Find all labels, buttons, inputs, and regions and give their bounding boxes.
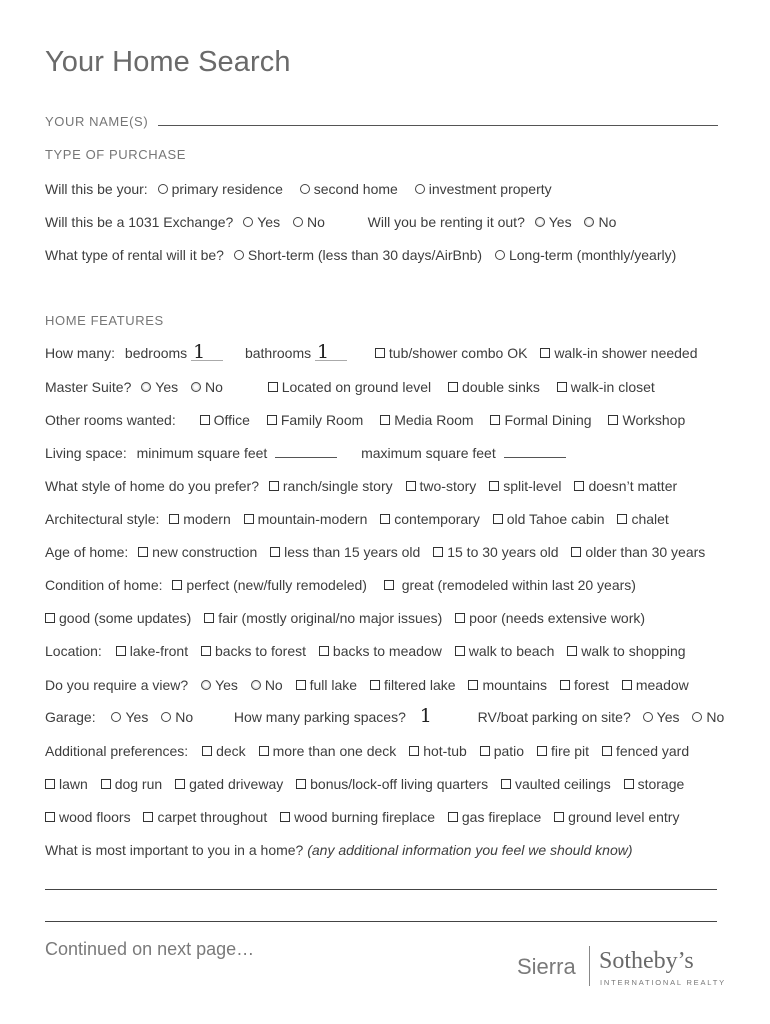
radio-icon <box>243 217 253 227</box>
condition-row <box>45 576 649 594</box>
checkbox-icon <box>143 812 153 822</box>
condition-label: Condition of home: <box>45 577 163 593</box>
option-deck[interactable]: deck <box>202 742 246 760</box>
max-sqft-label: maximum square feet <box>361 445 496 461</box>
checkbox-icon <box>101 779 111 789</box>
option-split-level[interactable]: split-level <box>489 477 561 495</box>
radio-icon <box>161 712 171 722</box>
radio-icon <box>158 184 168 194</box>
checkbox-icon <box>375 348 385 358</box>
other-rooms-label: Other rooms wanted: <box>45 412 176 428</box>
answer-line-2[interactable] <box>45 921 717 922</box>
checkbox-icon <box>380 415 390 425</box>
page-title: Your Home Search <box>45 46 291 78</box>
option-filtered-lake[interactable]: filtered lake <box>370 676 456 694</box>
radio-icon <box>584 217 594 227</box>
checkbox-icon <box>45 779 55 789</box>
option-mountains[interactable]: mountains <box>468 676 547 694</box>
important-label: What is most important to you in a home? <box>45 842 304 858</box>
option-two-story[interactable]: two-story <box>406 477 477 495</box>
option-ground-level[interactable]: Located on ground level <box>268 378 431 396</box>
radio-icon <box>415 184 425 194</box>
option-ground-level-entry[interactable]: ground level entry <box>554 808 679 826</box>
checkbox-icon <box>138 547 148 557</box>
checkbox-icon <box>617 514 627 524</box>
bedrooms-input[interactable]: 1 <box>191 344 223 361</box>
radio-icon <box>495 250 505 260</box>
option-investment-property[interactable]: investment property <box>415 180 552 198</box>
option-media-room[interactable]: Media Room <box>380 411 473 429</box>
radio-icon <box>191 382 201 392</box>
rv-label: RV/boat parking on site? <box>477 709 631 725</box>
checkbox-icon <box>204 613 214 623</box>
option-double-sinks[interactable]: double sinks <box>448 378 540 396</box>
brand-logo <box>517 946 737 990</box>
rv-no[interactable]: No <box>692 706 724 728</box>
garage-label: Garage: <box>45 709 96 725</box>
checkbox-icon <box>172 580 182 590</box>
checkbox-icon <box>455 613 465 623</box>
checkbox-icon <box>489 481 499 491</box>
option-patio[interactable]: patio <box>480 742 524 760</box>
option-ranch[interactable]: ranch/single story <box>269 477 393 495</box>
location-label: Location: <box>45 643 102 659</box>
answer-line-1[interactable] <box>45 889 717 890</box>
option-modern[interactable]: modern <box>169 510 230 528</box>
checkbox-icon <box>45 613 55 623</box>
option-fair[interactable]: fair (mostly original/no major issues) <box>204 609 442 627</box>
checkbox-icon <box>468 680 478 690</box>
max-sqft-input[interactable] <box>504 445 566 458</box>
purchase-use-label: Will this be your: <box>45 181 148 197</box>
parking-label: How many parking spaces? <box>233 709 406 725</box>
option-fire-pit[interactable]: fire pit <box>537 742 589 760</box>
radio-icon <box>141 382 151 392</box>
option-workshop[interactable]: Workshop <box>608 411 685 429</box>
logo-sub-text: INTERNATIONAL REALTY <box>600 978 726 987</box>
garage-no[interactable]: No <box>161 706 193 728</box>
option-forest[interactable]: forest <box>560 676 609 694</box>
radio-icon <box>201 680 211 690</box>
checkbox-icon <box>567 646 577 656</box>
garage-row <box>45 706 733 728</box>
style-row <box>45 477 686 495</box>
checkbox-icon <box>116 646 126 656</box>
parking-input[interactable]: 1 <box>419 705 432 727</box>
checkbox-icon <box>554 812 564 822</box>
checkbox-icon <box>540 348 550 358</box>
name-label: YOUR NAME(S) <box>45 114 149 129</box>
continued-note: Continued on next page… <box>45 939 255 959</box>
checkbox-icon <box>384 580 394 590</box>
renting-yes[interactable]: Yes <box>535 213 572 231</box>
purchase-use-row <box>45 180 565 198</box>
renting-no[interactable]: No <box>584 213 616 231</box>
checkbox-icon <box>370 680 380 690</box>
logo-divider <box>589 946 590 986</box>
checkbox-icon <box>493 514 503 524</box>
option-tub-shower[interactable]: tub/shower combo OK <box>375 342 528 364</box>
option-walk-to-shopping[interactable]: walk to shopping <box>567 642 685 660</box>
important-hint: (any additional information you feel we should know) <box>307 842 633 858</box>
architectural-label: Architectural style: <box>45 511 160 527</box>
radio-icon <box>643 712 653 722</box>
additional-label: Additional preferences: <box>45 743 189 759</box>
checkbox-icon <box>45 812 55 822</box>
exchange-no[interactable]: No <box>293 213 325 231</box>
checkbox-icon <box>270 547 280 557</box>
checkbox-icon <box>622 680 632 690</box>
option-gas-fireplace[interactable]: gas fireplace <box>448 808 541 826</box>
checkbox-icon <box>269 481 279 491</box>
checkbox-icon <box>200 415 210 425</box>
option-older-than-30[interactable]: older than 30 years <box>571 543 705 561</box>
living-space-row <box>45 444 566 462</box>
checkbox-icon <box>268 382 278 392</box>
checkbox-icon <box>448 382 458 392</box>
checkbox-icon <box>296 680 306 690</box>
master-suite-no[interactable]: No <box>191 378 223 396</box>
checkbox-icon <box>571 547 581 557</box>
option-good[interactable]: good (some updates) <box>45 609 191 627</box>
additional-row-3 <box>45 808 688 826</box>
option-vaulted-ceilings[interactable]: vaulted ceilings <box>501 775 611 793</box>
checkbox-icon <box>574 481 584 491</box>
option-bonus-quarters[interactable]: bonus/lock-off living quarters <box>296 775 488 793</box>
radio-icon <box>234 250 244 260</box>
important-row <box>45 841 633 859</box>
checkbox-icon <box>624 779 634 789</box>
checkbox-icon <box>201 646 211 656</box>
option-walk-in-closet[interactable]: walk-in closet <box>557 378 655 396</box>
option-great[interactable]: great (remodeled within last 20 years) <box>384 576 636 594</box>
master-suite-row <box>45 378 668 396</box>
radio-icon <box>251 680 261 690</box>
checkbox-icon <box>267 415 277 425</box>
radio-icon <box>535 217 545 227</box>
option-lawn[interactable]: lawn <box>45 775 88 793</box>
option-primary-residence[interactable]: primary residence <box>158 180 283 198</box>
option-old-tahoe-cabin[interactable]: old Tahoe cabin <box>493 510 605 528</box>
name-row <box>45 113 718 131</box>
option-lake-front[interactable]: lake-front <box>116 642 188 660</box>
option-formal-dining[interactable]: Formal Dining <box>490 411 591 429</box>
option-perfect[interactable]: perfect (new/fully remodeled) <box>172 576 367 594</box>
option-office[interactable]: Office <box>200 411 250 429</box>
bathrooms-input[interactable]: 1 <box>315 344 347 361</box>
radio-icon <box>692 712 702 722</box>
garage-yes[interactable]: Yes <box>111 706 148 728</box>
how-many-row <box>45 342 707 364</box>
checkbox-icon <box>175 779 185 789</box>
min-sqft-label: minimum square feet <box>136 445 268 461</box>
checkbox-icon <box>501 779 511 789</box>
option-full-lake[interactable]: full lake <box>296 676 357 694</box>
checkbox-icon <box>409 746 419 756</box>
checkbox-icon <box>380 514 390 524</box>
checkbox-icon <box>319 646 329 656</box>
min-sqft-input[interactable] <box>275 445 337 458</box>
option-backs-to-forest[interactable]: backs to forest <box>201 642 306 660</box>
option-storage[interactable]: storage <box>624 775 685 793</box>
rental-type-label: What type of rental will it be? <box>45 247 224 263</box>
name-input[interactable] <box>158 113 718 126</box>
option-dog-run[interactable]: dog run <box>101 775 162 793</box>
checkbox-icon <box>202 746 212 756</box>
option-mountain-modern[interactable]: mountain-modern <box>244 510 368 528</box>
home-features-heading: HOME FEATURES <box>45 313 164 328</box>
age-label: Age of home: <box>45 544 129 560</box>
option-short-term[interactable]: Short-term (less than 30 days/AirBnb) <box>234 246 482 264</box>
checkbox-icon <box>169 514 179 524</box>
option-long-term[interactable]: Long-term (monthly/yearly) <box>495 246 676 264</box>
checkbox-icon <box>560 680 570 690</box>
checkbox-icon <box>433 547 443 557</box>
option-poor[interactable]: poor (needs extensive work) <box>455 609 645 627</box>
rental-type-row <box>45 246 685 264</box>
option-wood-floors[interactable]: wood floors <box>45 808 131 826</box>
renting-label: Will you be renting it out? <box>367 214 525 230</box>
option-doesnt-matter[interactable]: doesn’t matter <box>574 477 677 495</box>
view-label: Do you require a view? <box>45 677 189 693</box>
exchange-row <box>45 213 625 231</box>
other-rooms-row <box>45 411 698 429</box>
option-walk-in-shower[interactable]: walk-in shower needed <box>540 342 697 364</box>
master-suite-yes[interactable]: Yes <box>141 378 178 396</box>
living-space-label: Living space: <box>45 445 127 461</box>
bathrooms-label: bathrooms <box>244 345 312 361</box>
option-wood-fireplace[interactable]: wood burning fireplace <box>280 808 435 826</box>
option-backs-to-meadow[interactable]: backs to meadow <box>319 642 442 660</box>
additional-row-2 <box>45 775 693 793</box>
checkbox-icon <box>448 812 458 822</box>
option-contemporary[interactable]: contemporary <box>380 510 480 528</box>
option-family-room[interactable]: Family Room <box>267 411 363 429</box>
option-fenced-yard[interactable]: fenced yard <box>602 742 689 760</box>
logo-brand-text: Sotheby’s <box>599 948 694 974</box>
checkbox-icon <box>537 746 547 756</box>
age-row <box>45 543 714 561</box>
checkbox-icon <box>280 812 290 822</box>
checkbox-icon <box>296 779 306 789</box>
radio-icon <box>293 217 303 227</box>
checkbox-icon <box>490 415 500 425</box>
checkbox-icon <box>244 514 254 524</box>
condition-row-2 <box>45 609 654 627</box>
checkbox-icon <box>455 646 465 656</box>
additional-row <box>45 742 698 760</box>
style-label: What style of home do you prefer? <box>45 478 259 494</box>
checkbox-icon <box>557 382 567 392</box>
exchange-yes[interactable]: Yes <box>243 213 280 231</box>
option-hot-tub[interactable]: hot-tub <box>409 742 467 760</box>
checkbox-icon <box>608 415 618 425</box>
option-new-construction[interactable]: new construction <box>138 543 257 561</box>
radio-icon <box>300 184 310 194</box>
logo-sierra-text: Sierra <box>517 954 576 979</box>
option-gated-driveway[interactable]: gated driveway <box>175 775 283 793</box>
checkbox-icon <box>480 746 490 756</box>
option-more-than-one-deck[interactable]: more than one deck <box>259 742 397 760</box>
checkbox-icon <box>602 746 612 756</box>
option-15-to-30[interactable]: 15 to 30 years old <box>433 543 558 561</box>
form-page <box>45 0 725 1024</box>
option-less-than-15[interactable]: less than 15 years old <box>270 543 420 561</box>
option-chalet[interactable]: chalet <box>617 510 668 528</box>
view-row <box>45 676 698 694</box>
checkbox-icon <box>406 481 416 491</box>
rv-yes[interactable]: Yes <box>643 706 680 728</box>
view-no[interactable]: No <box>251 676 283 694</box>
option-walk-to-beach[interactable]: walk to beach <box>455 642 555 660</box>
option-meadow[interactable]: meadow <box>622 676 689 694</box>
master-suite-label: Master Suite? <box>45 379 132 395</box>
radio-icon <box>111 712 121 722</box>
option-second-home[interactable]: second home <box>300 180 398 198</box>
checkbox-icon <box>259 746 269 756</box>
bedrooms-label: bedrooms <box>124 345 188 361</box>
view-yes[interactable]: Yes <box>201 676 238 694</box>
how-many-label: How many: <box>45 345 116 361</box>
type-of-purchase-heading: TYPE OF PURCHASE <box>45 147 187 162</box>
architectural-row <box>45 510 678 528</box>
location-row <box>45 642 695 660</box>
exchange-label: Will this be a 1031 Exchange? <box>45 214 234 230</box>
option-carpet[interactable]: carpet throughout <box>143 808 267 826</box>
